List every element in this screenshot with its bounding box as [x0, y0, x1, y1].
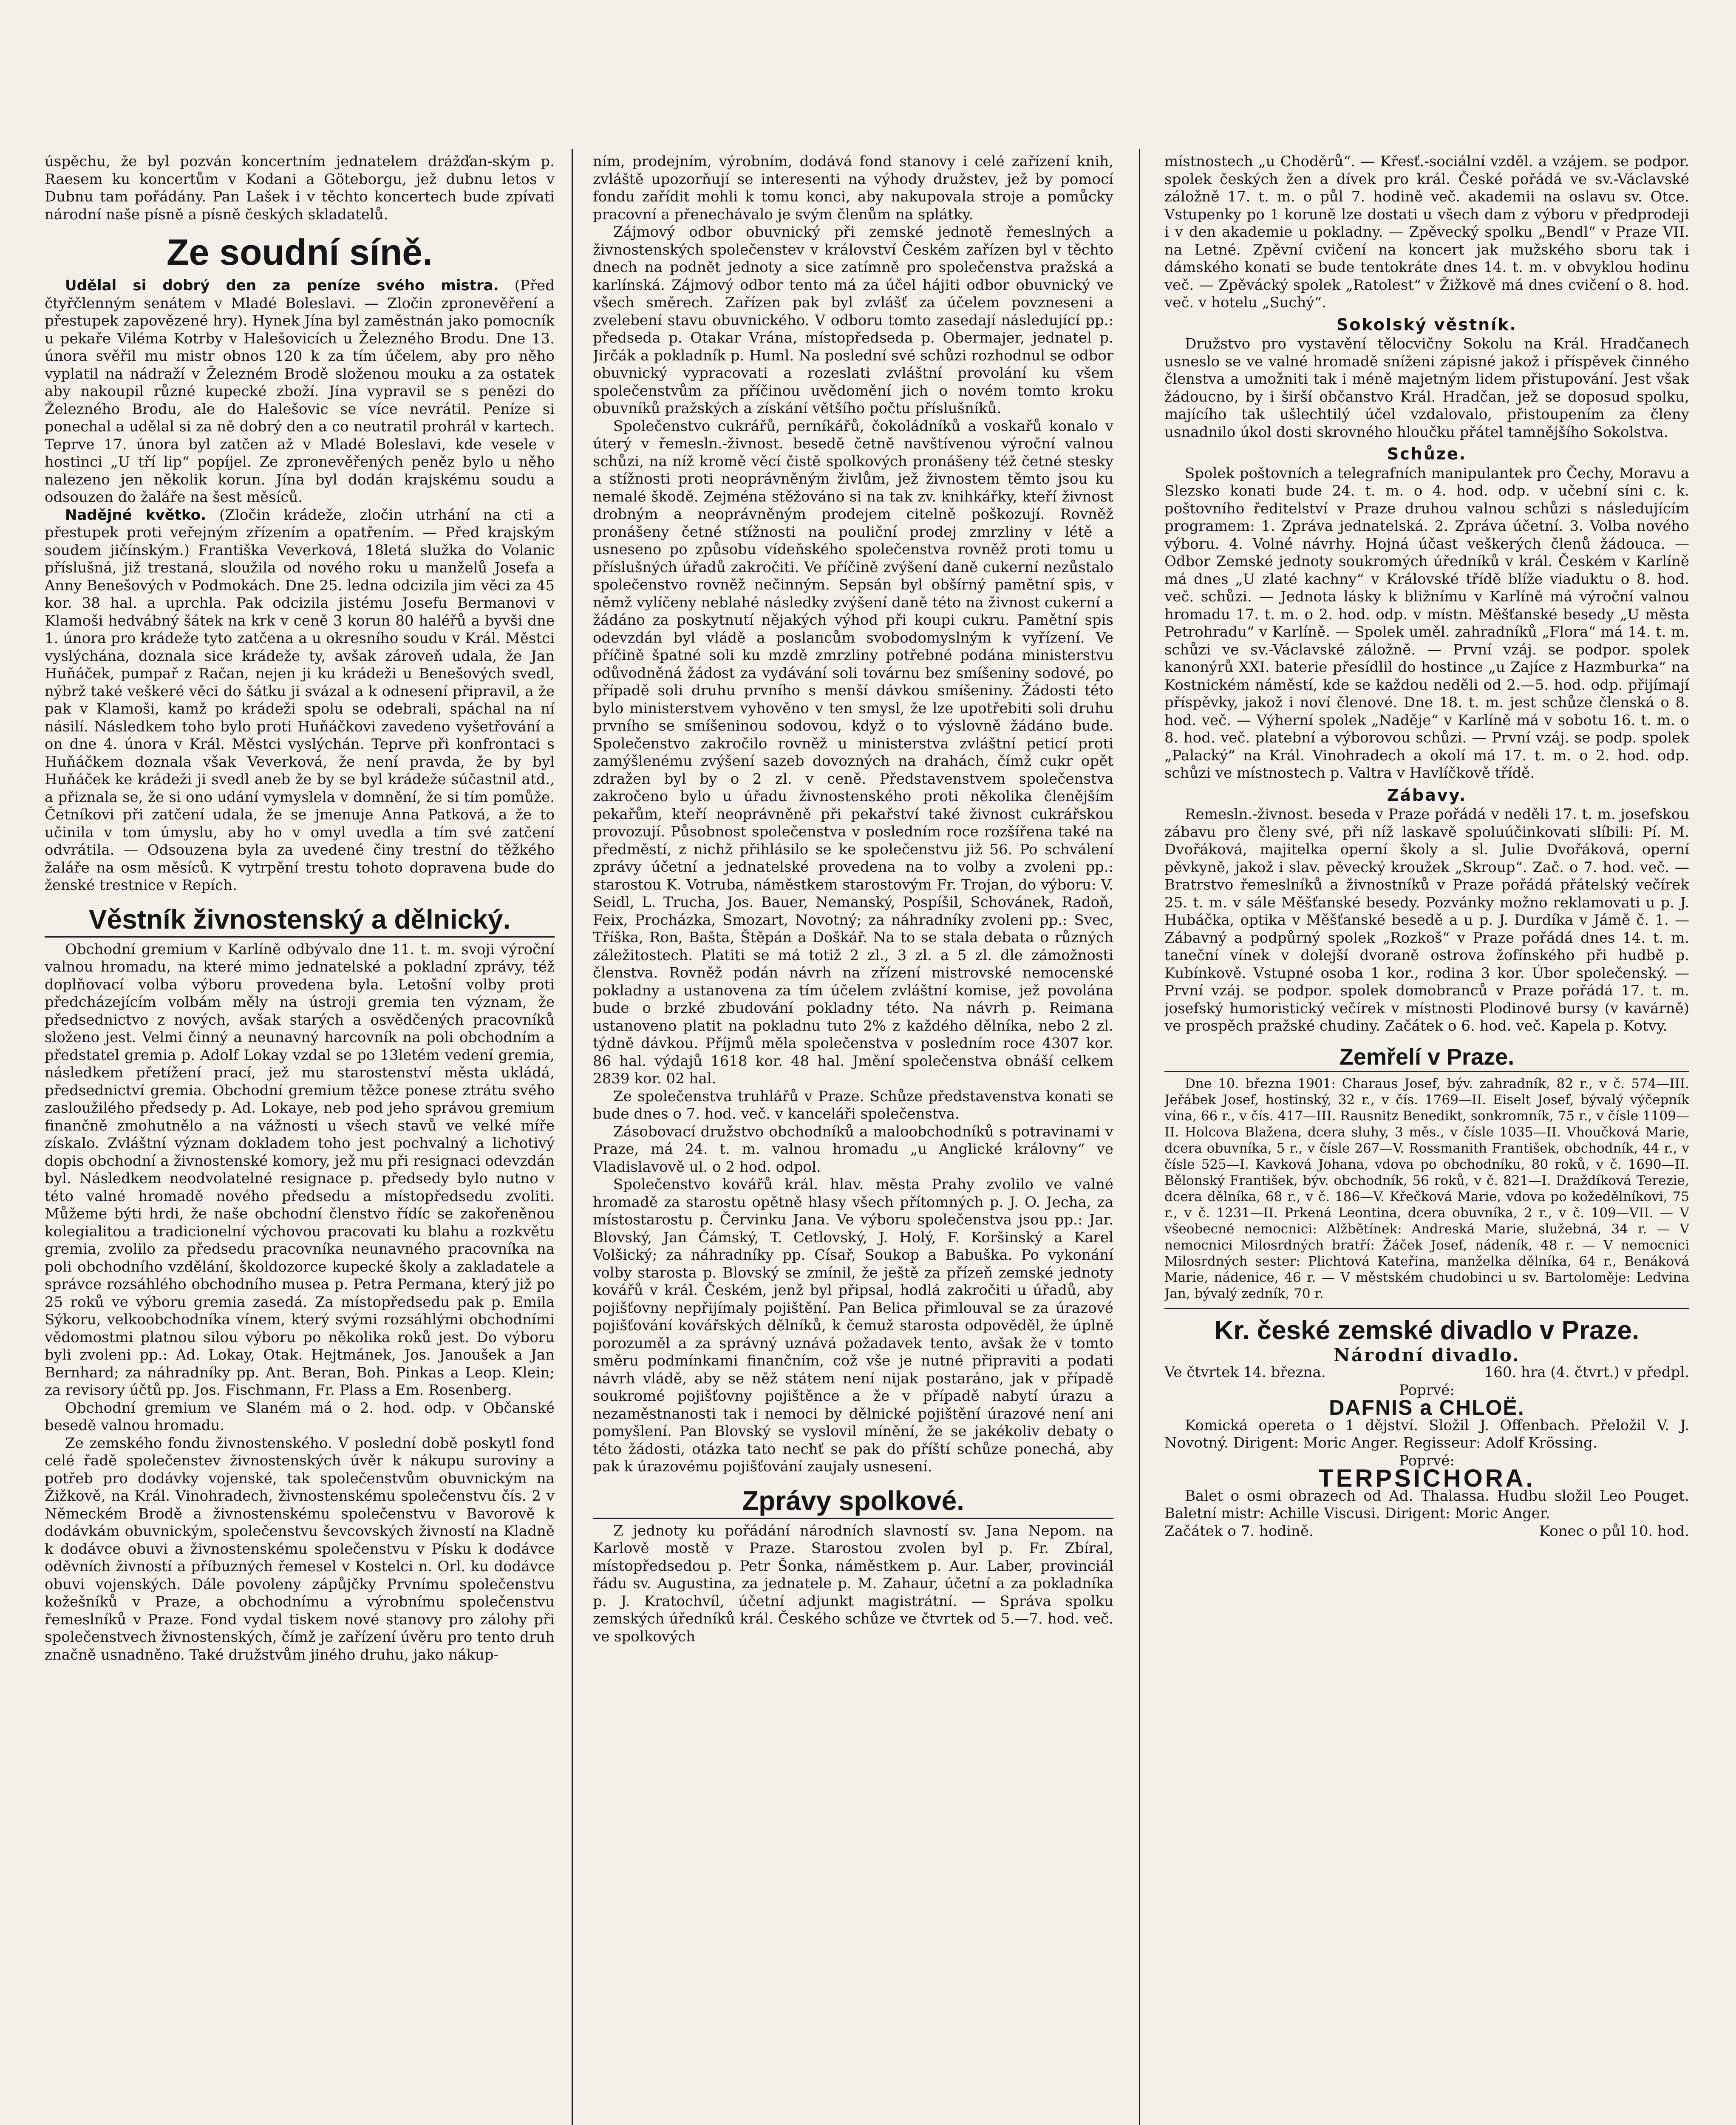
theatre-start: Začátek o 7. hodině. [1164, 1522, 1314, 1540]
paragraph: Dne 10. března 1901: Charaus Josef, býv. zahradník, 82 r., v č. 574—III. Jeřábek Josef, hostinský, 32 r., v čís. 1769—II. Eiselt Josef, bývalý výčepník vína, 66 r., v čís. 417—III. Rausnitz Benedikt, sonkromník, 75 r., v čísle 1109—II. Holcova Blažena, dcera sluhy, 3 měs., v čísle 1035—II. Vhoučková Marie, dcera obuvníka, 5 r., v čísle 267—V. Rossmanith František, obchodník, 44 r., v čísle 525—I. Kavková Johana, vdova po obchodníku, 80 roků, v č. 1690—II. Bělonský František, býv. obchodník, 56 roků, v č. 821—I. Draždíková Terezie, dcera dělníka, 68 r., v č. 186—V. Křečková Marie, vdova po kožedělníkovi, 75 r., v č. 1231—II. Prkená Leontina, dcera obuvníka, 2 r., v č. 109—VII. — V všeobecné nemocnici: Alžbětínek: Andreská Marie, služebná, 34 r. — V nemocnici Milosrdných bratří: Žáček Josef, nádeník, 48 r. — V nemocnici Milosrdných sester: Plichtová Kateřina, manželka dělníka, 64 r., Benáková Marie, nádenice, 46 r. — V městském chudobinci u sv. Bartoloměje: Ledvina Jan, bývalý zedník, 70 r. [1164, 1076, 1689, 1301]
theatre-subheading: Národní divadlo. [1334, 1344, 1520, 1366]
paragraph: Zásobovací družstvo obchodníků a maloobchodníků s potravinami v Praze, má 24. t. m. valnou hromadu „u Anglické královny“ ve Vladislavově ul. o 2 hod. odpol. [593, 1123, 1113, 1176]
column-1 [45, 153, 555, 2125]
section-heading-sokol: Sokolský věstník. [1337, 315, 1517, 334]
play-description: Balet o osmi obrazech od Ad. Thalassa. Hudbu složil Leo Pouget. Baletní mistr: Achille Viscusi. Dirigent: Moric Anger. [1164, 1487, 1689, 1522]
paragraph: Zájmový odbor obuvnický při zemské jednotě řemeslných a živnostenských společenstev v království Českém zařízen byl v těchto dnech na podnět jednoty a sice zatímně pro společenstva pražská a karlínská. Zájmový odbor tento má za účel hájiti odbor obuvnický ve všech směrech. Zařízen pak byl zvlášť za účelem povzneseni a zvelebení stavu obuvnického. V odboru tomto zasedají následující pp.: předseda p. Otakar Vrána, místopředseda p. Obermajer, jednatel p. Jirčák a pokladník p. Huml. Na poslední své schůzi rozhodnul se odbor obuvnický vypracovati a rozeslati zvláštní provolání ku všem společenstvům za příčinou uvědomění jich o novém tomto kroku obuvníků pražských a získání většího počtu příslušníků. [593, 224, 1113, 417]
divider [1164, 1308, 1689, 1309]
play-title: TERPSICHORA. [1318, 1465, 1535, 1492]
paragraph: Obchodní gremium v Karlíně odbývalo dne 11. t. m. svoji výroční valnou hromadu, na které mimo jednatelské a pokladní zprávy, též doplňovací volba výboru provedena byla. Letošní volby proti předcházejícím volbám měly na ústroji gremia ten význam, že předsednictvo z nových, avšak starých a osvědčených pracovníků složeno jest. Velmi činný a neunavný harcovník na poli obchodním a předstatel gremia p. Adolf Lokay vzdal se po 13letém vedení gremia, následkem přetížení prací, jež mu starostenství města ukládá, předsednictví gremia. Obchodní gremium těžce ponese ztrátu svého zasloužilého předsedy p. Ad. Lokaye, neb pod jeho správou gremium finančně zmohutnělo a na vážnosti u všech stavů ve velké míře získalo. Zvláštní význam dokladem toho jest pochvalný a lichotivý dopis obchodní a živnostenské komory, jež mu při resignaci odevzdán byl. Následkem neodvolatelné resignace p. předsedy bylo nutno v této valné hromadě nového předsedu a místopředsedu zvoliti. Můžeme býti hrdi, že naše obchodní členstvo řídíc se zakořeněnou kolegialitou a tradicionelní výchovou pracovati ku blahu a rozkvětu gremia, zvolilo za předsedu pracovníka neunavného pracovníka na poli obchodního vzdělání, školdozorce kupecké školy a zakladatele a správce rozsáhlého obchodního musea p. Petra Permana, který již po 25 roků ve výboru gremia zasedá. Za místopředsedu pak p. Emila Sýkoru, velkoobchodníka vínem, který svými rozsáhlými obchodními vědomostmi platnou silou výboru po několika roků jest. Do výboru byli zvoleni pp.: Ad. Lokay, Otak. Hejtmánek, Jos. Janoušek a Jan Bernhard; za náhradníky pp. Ant. Beran, Boh. Pinkas a Leop. Klein; za revisory účtů pp. Jos. Fischmann, Fr. Plass a Em. Rosenberg. [45, 941, 555, 1399]
section-heading-vestnik: Věstník živnostenský a dělnický. [45, 902, 555, 938]
paragraph: Společenstvo cukrářů, perníkářů, čokoládníků a voskařů konalo v úterý v řemesln.-živnost. besedě četně navštívenou výroční valnou schůzi, na níž kromě věcí čistě spolkových pronášeny též četné stesky a stížnosti proti neoprávněným živlům, jež živnostem těmto jsou ku nemalé škodě. Zejména stěžováno si na tak zv. knihkářky, kteří živnost drobným a neoprávněným prodejem citelně poškozují. Rovněž pronášeny četné stížnosti na pouliční prodej zmrzliny v létě a usneseno po způsobu vídeňského společenstva rovněž proti tomu u příslušných úřadů zakročiti. Ve příčině zvýšení daně cukerní nezůstalo společenstvo rovněž nečinným. Sepsán byl obšírný pamětní spis, v němž vylíčeny neblahé následky zvýšení daně této na živnost cukerní a žádáno za poskytnutí nějakých výhod při koupi cukru. Pamětní spis odevzdán byl vládě a poslancům svobodomyslným k vyřízení. Ve příčině špatné soli ku mzdě zmrzliny potřebné podána ministerstvu odůvodněná žádost za vydávání soli továrnu bez smíšeniny sodové, po případě soli druhu prvního s menší dávkou smíšeniny. Žádosti této bylo ministerstvem vyhověno v ten smysl, že lze upotřebiti soli druhu prvního se smíšeninou sodovou, když o to výslovně žádáno bude. Společenstvo zakročilo rovněž u ministerstva zvláštní peticí proti zamýšlenému zvýšení sazeb dovozných na drahách, čímž cukr opět zdražen byl by o 2 zl. v ceně. Představenstvem společenstva zakročeno bylo u úřadu živnostenského proti několika členějším pekařům, kteří neoprávněně při pekařství také živnost cukrářskou provozují. Působnost společenstva v posledním roce rozšířena také na předměstí, z nichž přihlásilo se ke společenstvu již 56. Po schválení zprávy účetní a jednatelské provedena na to volby a zvoleni pp.: starostou K. Votruba, náměstkem starostovým Fr. Trojan, do výboru: V. Seidl, L. Trucha, Jos. Bauer, Nemanský, Pospíšil, Schovánek, Radoň, Feix, Procházka, Smozart, Novotný; za náhradníky zvoleni pp.: Svec, Tříška, Ron, Bašta, Štěpán a Doškář. Na to se stala debata o různých záležitostech. Platiti se má totiž 2 zl., 3 zl. a 5 zl. dle zámožnosti členstva. Rovněž podán návrh na zřízení mistrovské nemocenské pokladny a ustanovena za tím účelem zvláštní komise, jež povolána bude o brzké zbudování pokladny této. Na návrh p. Reimana ustanoveno platit na pokladnu tuto 2% z každého dělníka, nebo 2 zl. týdně dávkou. Příjmů měla společenstva v posledním roce 4307 kor. 86 hal. výdajů 1618 kor. 48 hal. Jmění společenstva obnáší celkem 2839 kor. 02 hal. [593, 417, 1113, 1087]
section-heading-schuze: Schůze. [1387, 445, 1467, 463]
premiere-label: Poprvé: [1399, 1452, 1455, 1469]
paragraph: Z jednoty ku pořádání národních slavností sv. Jana Nepom. na Karlově mostě v Praze. Starostou zvolen byl p. Fr. Zbíral, místopředsedou p. Petr Šonka, náměstkem p. Aur. Laber, provinciál řádu sv. Augustina, za jednatele p. M. Zahaur, účetní a za pokladníka p. J. Kratochvíl, účetní adjunkt magistrátní. — Správa spolku zemských úředníků král. Českého schůze ve čtvrtek od 5.—7. hod. več. ve spolkových [593, 1522, 1113, 1645]
section-heading-zabavy: Zábavy. [1387, 785, 1467, 805]
section-heading-spolky: Zprávy spolkové. [593, 1484, 1113, 1519]
paragraph: Ze zemského fondu živnostenského. V poslední době poskytl fond celé řadě společenstev živnostenských úvěr k nákupu suroviny a potřeb pro dodávky vojenské, tak společenstvům obuvnickým na Žižkově, na Král. Vinohradech, živnostenskému společenstvu čís. 2 v Německém Brodě a živnostenskému společenstvu v Bavorově k dodávkám obuvnickým, společenstvu ševcovských živností na Kladně k dodávce obuvi a živnostenskému společenstvu v Písku k dodávce oděvních živností a příbuzných řemesel v Kostelci n. Orl. ku dodávce obuvi vojenských. Dále povoleny zápůjčky Prvnímu společenstvu kožešníků v Praze, a obchodnímu a výrobnímu společenstvu řemeslníků v Praze. Fond vydal tiskem nové stanovy pro zálohy při společenstvech živnostenských, čímž je zařízení úvěru pro tento druh značně usnadněno. Také družstvům jiného druhu, jako nákup- [45, 1434, 555, 1663]
paragraph: místnostech „u Choděrů“. — Křesť.-sociální vzděl. a vzájem. se podpor. spolek českých žen a dívek pro král. České pořádá ve sv.-Václavské záložně 17. t. m. o půl 7. hodině več. akademii na oslavu sv. Otce. Vstupenky po 1 koruně lze dostati u všech dam z výboru v předprodeji i v den akademie u pokladny. — Zpěvecký spolku „Bendl“ v Praze VII. na Letné. Zpěvní cvičení na koncert jak mužského sboru tak i dámského konati se bude tentokráte dnes 14. t. m. v obvyklou hodinu več. — Zpěvácký spolek „Ratolest“ v Žižkově má dnes cvičení o 8. hod. več. v hotelu „Suchý“. [1164, 153, 1689, 311]
section-heading-court: Ze soudní síně. [167, 232, 433, 273]
paragraph [45, 507, 555, 895]
theatre-subscription: 160. hra (4. čtvrt.) v předpl. [1484, 1364, 1689, 1381]
premiere-label: Poprvé: [1399, 1381, 1455, 1399]
theatre-heading: Kr. české zemské divadlo v Praze. [1214, 1315, 1640, 1345]
column-rule [1139, 149, 1140, 2125]
article-body: (Zločin krádeže, zločin utrhání na cti a přestupek proti veřejným zřízením a opatřením. — Před krajským soudem jičínským.) Františka Veverková, 18letá služka do Volanic příslušná, již trestaná, sloužila od nového roku u manželů Josefa a Anny Benešových v Podmokách. Dne 25. ledna odcizila jim věci za 45 kor. 38 hal. a uprchla. Pak odcizila jistému Josefu Bermanovi v Klamoši hedvábný šátek na krk v ceně 3 korun 80 haléřů a byvši dne 1. února pro krádeže tyto zatčena a u okresního soudu v Král. Městci vyslýchána, doznala sice krádeže ty, avšak zároveň udala, že Jan Huňáček, pumpař z Račan, nejen ji ku krádeži u Benešových svedl, nýbrž také veškeré věci do šátku ji svázal a k odnesení připravil, a že pak v Klamoši, kamž po krádeži spolu se odebrali, spáchal na ní násilí. Následkem toho bylo proti Huňáčkovi zavedeno vyšetřování a on dne 4. února v Král. Městci vyslýchán. Teprve při konfrontaci s Huňáčkem doznala však Veverková, že není pravda, že by byl Huňáček ke krádeži ji svedl aneb že by se byl krádeže súčastnil atd., a přiznala se, že si ono udání vymyslela v domnění, že si tím pomůže. Četníkovi při zatčení udala, že se jmenuje Anna Patková, a že to učinila v tom úmyslu, aby ho v omyl uvedla a tím své zatčení odvrátila. — Odsouzena byla za uvedené činy trestní do těžkého žaláře na osm měsíců. K vytrpění trestu tohoto dopravena bude do ženské trestnice v Repích. [45, 506, 555, 894]
article-body: (Před čtyřčlenným senátem v Mladé Boleslavi. — Zločin zpronevěření a přestupek zapovězené hry). Hynek Jína byl zaměstnán jako pomocník u pekaře Viléma Kotrby v Halešovicích u Železného Brodu. Dne 13. února svěřil mu mistr obnos 120 k za tím účelem, aby pro něho vyplatil na nádraží v Železném Brodě složenou mouku a za ostatek aby nakoupil různé kupecké zboží. Jína vypravil se s penězi do Železného Brodu, ale do Halešovic se více nevrátil. Peníze si ponechal a udělal si za ně dobrý den a co neutratil prohrál v kartech. Teprve 17. února byl zatčen až v Mladé Boleslavi, kde vesele v hostinci „U tří lip“ popíjel. Ze zpronevěřených peněz bylo u něho nalezeno jen několik korun. Jína byl dodán krajskému soudu a odsouzen do žaláře na šest měsíců. [45, 277, 555, 506]
paragraph: ním, prodejním, výrobním, dodává fond stanovy i celé zařízení knih, zvláště upozorňují se interesenti na výhody družstev, jež by pomocí fondu zařídit mohli k tomu konci, aby nakupovala stroje a pomůcky pracovní a přenechávalo je svým členům na splátky. [593, 153, 1113, 223]
section-heading-zemreli: Zemřelí v Praze. [1164, 1043, 1689, 1072]
play-description: Komická opereta o 1 dějství. Složil J. Offenbach. Přeložil V. J. Novotný. Dirigent: Moric Anger. Regisseur: Adolf Krössing. [1164, 1417, 1689, 1451]
article-head: Nadějné květko. [65, 506, 206, 524]
theatre-end: Konec o půl 10. hod. [1539, 1522, 1689, 1540]
column-2 [593, 153, 1113, 2125]
paragraph: Spolek poštovních a telegrafních manipulantek pro Čechy, Moravu a Slezsko konati bude 24. t. m. o 4. hod. odp. v učební síni c. k. poštovního ředitelství v Praze druhou valnou schůzi s následujícím programem: 1. Zpráva jednatelská. 2. Zpráva účetní. 3. Volba nového výboru. 4. Volné návrhy. Hojná účast veškerých členů žádouca. — Odbor Zemské jednoty soukromých úředníků v král. Českém v Karlíně má dnes „U zlaté kachny“ v Královské třídě blíže viaduktu o 8. hod. več. schůzi. — Jednota lásky k bližnímu v Karlíně má výroční valnou hromadu 17. t. m. o 2. hod. odp. v místn. Měšťanské besedy „U města Petrohradu“ v Karlíně. — Spolek uměl. zahradníků „Flora“ má 14. t. m. schůzi ve sv.-Václavské záložně. — První vzáj. se podpor. spolek kanonýrů XXI. baterie přesídlil do hostince „u Zajíce z Hazmburka“ na Kostnickém náměstí, kde se každou neděli od 2.—5. hod. odp. přijímají příspěvky, jakož i noví členové. Dne 18. t. m. jest schůze členská o 8. hod. več. — Výherní spolek „Naděje“ v Karlíně má v sobotu 16. t. m. o 8. hod. več. platební a výborovou schůzi. — První vzáj. se podp. spolek „Palacký“ na Král. Vinohradech a okolí má 17. t. m. o 2. hod. odp. schůzi ve místnostech p. Valtra v Havlíčkově třídě. [1164, 465, 1689, 782]
theatre-date-row [1164, 1364, 1689, 1382]
column-3 [1164, 153, 1689, 2125]
paragraph: Společenstvo kovářů král. hlav. města Prahy zvolilo ve valné hromadě za starostu opětně hlasy všech přítomných p. J. O. Jecha, za místostarostu p. Červinku Jana. Ve výboru společenstva jsou pp.: Jar. Blovský, Jan Čámský, T. Cetlovský, J. Holý, F. Koršinský a Karel Volšický; za náhradníky pp. Císař, Soukop a Babuška. Po vykonání volby starosta p. Blovský se zmínil, že ještě za přízeň zemské jednoty kovářů v král. Českém, jenž byl připsal, hodlá zakročiti u úřadů, aby pojišťovny nepřijímaly pojištění. Pan Belica přimlouval se za úrazové pojišťování kovářských dělníků, k čemuž starosta odpověděl, že úplně porozuměl a za správný uznává požadavek tento, avšak že v tomto směru podmínkami finančním, což vše je nutné připraviti a podati návrh vládě, aby se něž státem není nijak postaráno, jak v případě soukromé pojišťovny pojištěnce a že v případě nabytí úrazu a nezaměstnanosti tak i nemoci by dělnické pojištění úrazové není ani pomyšlení. Pan Blovský se vyslovil mínění, že se jakékoliv debaty o této žádosti, otázka tato nechť se pak do příští schůze ponechá, aby pak k úrazovému pojišťování zaujaly usnesení. [593, 1176, 1113, 1475]
play-title: DAFNIS a CHLOË. [1329, 1396, 1525, 1420]
paragraph: Obchodní gremium ve Slaném má o 2. hod. odp. v Občanské besedě valnou hromadu. [45, 1399, 555, 1434]
theatre-times-row [1164, 1523, 1689, 1541]
paragraph: úspěchu, že byl pozván koncertním jednatelem drážďan-ským p. Raesem ku koncertům v Kodani a Göteborgu, jež dubnu letos v Dubnu tam pořádány. Pan Lašek i v těchto koncertech bude zpívati národní naše písně a písně českých skladatelů. [45, 153, 555, 223]
column-rule [572, 149, 573, 2125]
paragraph: Remesln.-živnost. beseda v Praze pořádá v neděli 17. t. m. josefskou zábavu pro členy své, při níž laskavě spoluúčinkovati slíbili: Pí. M. Dvořáková, majitelka operní školy a sl. Julie Dvořáková, operní pěvkyně, jakož i slav. pěvecký kroužek „Skroup“. Zač. o 7. hod. več. — Bratrstvo řemeslníků a živnostníků v Praze pořádá přátelský večírek 25. t. m. v sále Měšťanské besedy. Pozvánky možno reklamovati u p. J. Hubáčka, optika v Měšťanské besedě a u p. J. Durdíka v Jámě č. 1. — Zábavný a podpůrný spolek „Rozkoš“ v Praze pořádá dnes 14. t. m. taneční vínek v dolejší dvoraně ostrova žofínského při hudbě p. Kubínkově. Vstupné osoba 1 kor., rodina 3 kor. Úbor společenský. — První vzáj. se podpor. spolek domobranců v Praze pořádá 17. t. m. josefský humoristický večírek v místnosti Plodinové bursy (v kavárně) ve prospěch pražské chudiny. Začátek o 6. hod. več. Kapela p. Kotvy. [1164, 806, 1689, 1034]
theatre-date: Ve čtvrtek 14. března. [1164, 1364, 1326, 1381]
paragraph: Družstvo pro vystavění tělocvičny Sokolu na Král. Hradčanech usneslo se ve valné hromadě sníženi zápisné jakož i příspěvek činného členstva a umožniti tak i méně majetným lidem přistupování. Jest však žádoucno, by i širší občanstvo Král. Hradčan, jež se doposud spolku, majícího tak ušlechtilý účel vzdalovalo, přistoupením za členy usnadnilo úkol dosti skrovného hloučku přátel tamnějšího Sokolstva. [1164, 335, 1689, 441]
article-head: Udělal si dobrý den za peníze svého mistra. [65, 277, 499, 294]
paragraph: Ze společenstva truhlářů v Praze. Schůze představenstva konati se bude dnes o 7. hod. več. v kanceláři společenstva. [593, 1088, 1113, 1122]
paragraph [45, 277, 555, 507]
